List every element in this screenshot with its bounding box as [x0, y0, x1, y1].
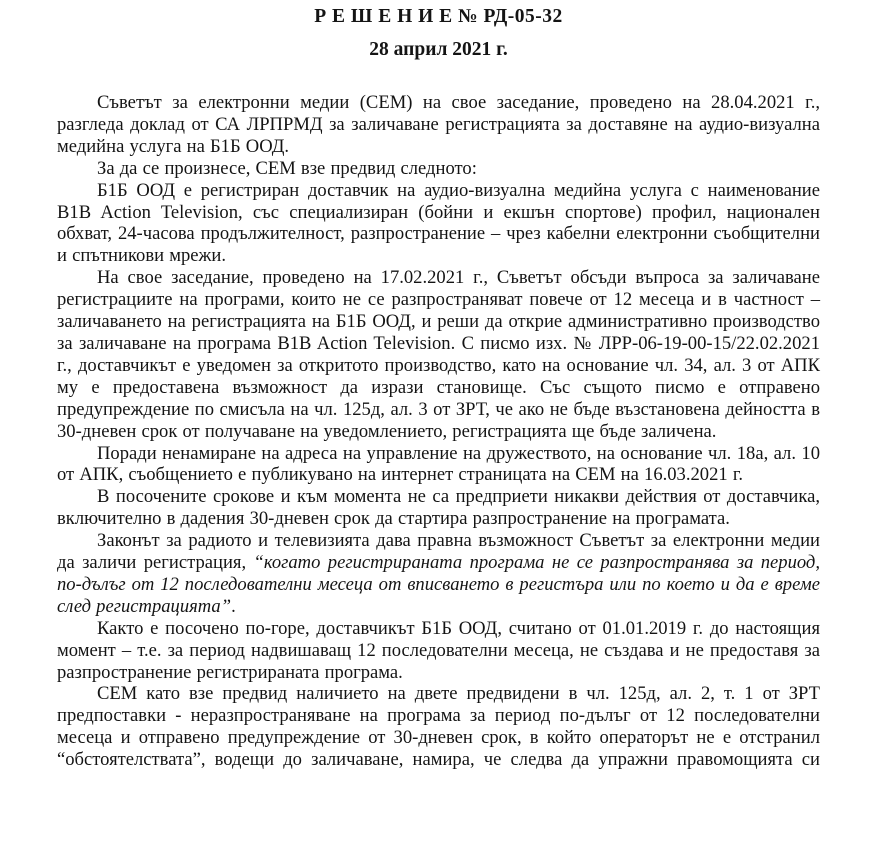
legal-basis-prefix: Законът за радиото и телевизията дава правна възможност Съветът за електронни медии да заличи регистрация,	[57, 530, 820, 574]
paragraph-no-actions-taken: В посочените срокове и към момента не са предприети никакви действия от доставчика, включително в дадения 30-дневен срок да стартира разпространение на програмата.	[57, 486, 820, 530]
paragraph-provider-registration: Б1Б ООД е регистриран доставчик на аудио-визуална медийна услуга с наименование B1B Action Television, със специализиран (бойни и екшън спортове) профил, национален обхват, 24-часова продължителност, разпространение – чрез кабелни електронни съобщителни и спътникови мрежи.	[57, 179, 820, 267]
paragraph-pronounce: За да се произнесе, СЕМ взе предвид следното:	[97, 157, 477, 179]
paragraph-period-exceeded: Както е посочено по-горе, доставчикът Б1Б ООД, считано от 01.01.2019 г. до настоящия момент – т.е. за период надвишаващ 12 последователни месеца, не създава и не предоставя за разпространение регистрираната програма.	[57, 617, 820, 683]
paragraph-address-publication: Поради ненамиране на адреса на управление на дружеството, на основание чл. 18а, ал. 10 от АПК, съобщението е публикувано на интернет страницата на СЕМ на 16.03.2021 г.	[57, 442, 820, 486]
paragraph-legal-basis	[57, 530, 820, 618]
document-body	[57, 92, 820, 771]
legal-basis-quote: “когато регистрираната програма не се разпространява за период, по-дълъг от 12 последователни месеца от вписването в регистъра или по което и да е време след регистрацията”	[57, 552, 820, 617]
paragraph-conclusion: СЕМ като взе предвид наличието на двете предвидени в чл. 125д, ал. 2, т. 1 от ЗРТ предпоставки - неразпространяване на програма за период по-дълъг от 12 последователни месеца и отправено предупреждение от 30-дневен срок, в който операторът не е отстранил “обстоятелствата”, водещи до заличаване, намира, че следва да упражни правомощията си	[57, 683, 820, 771]
paragraph-session-proceedings: На свое заседание, проведено на 17.02.2021 г., Съветът обсъди въпроса за заличаване регистрациите на програми, които не се разпространяват повече от 12 месеца и в частност – заличаването на регистрацията на Б1Б ООД, и реши да открие административно производство за заличаване на програма B1B Action Television. С писмо изх. № ЛРР-06-19-00-15/22.02.2021 г., доставчикът е уведомен за откритото производство, като на основание чл. 34, ал. 3 от АПК му е предоставена възможност да изрази становище. Със същото писмо е отправено предупреждение по смисъла на чл. 125д, ал. 3 от ЗРТ, че ако не бъде възстановена дейността в 30-дневен срок от получаване на уведомлението, регистрацията ще бъде заличена.	[57, 267, 820, 442]
legal-basis-suffix: .	[231, 595, 236, 617]
paragraph-intro: Съветът за електронни медии (СЕМ) на свое заседание, проведено на 28.04.2021 г., разгледа доклад от СА ЛРПРМД за заличаване регистрацията за доставяне на аудио-визуална медийна услуга на Б1Б ООД.	[57, 92, 820, 157]
decision-date: 28 април 2021 г.	[369, 39, 508, 60]
decision-title: Р Е Ш Е Н И Е № РД-05-32	[314, 6, 563, 27]
